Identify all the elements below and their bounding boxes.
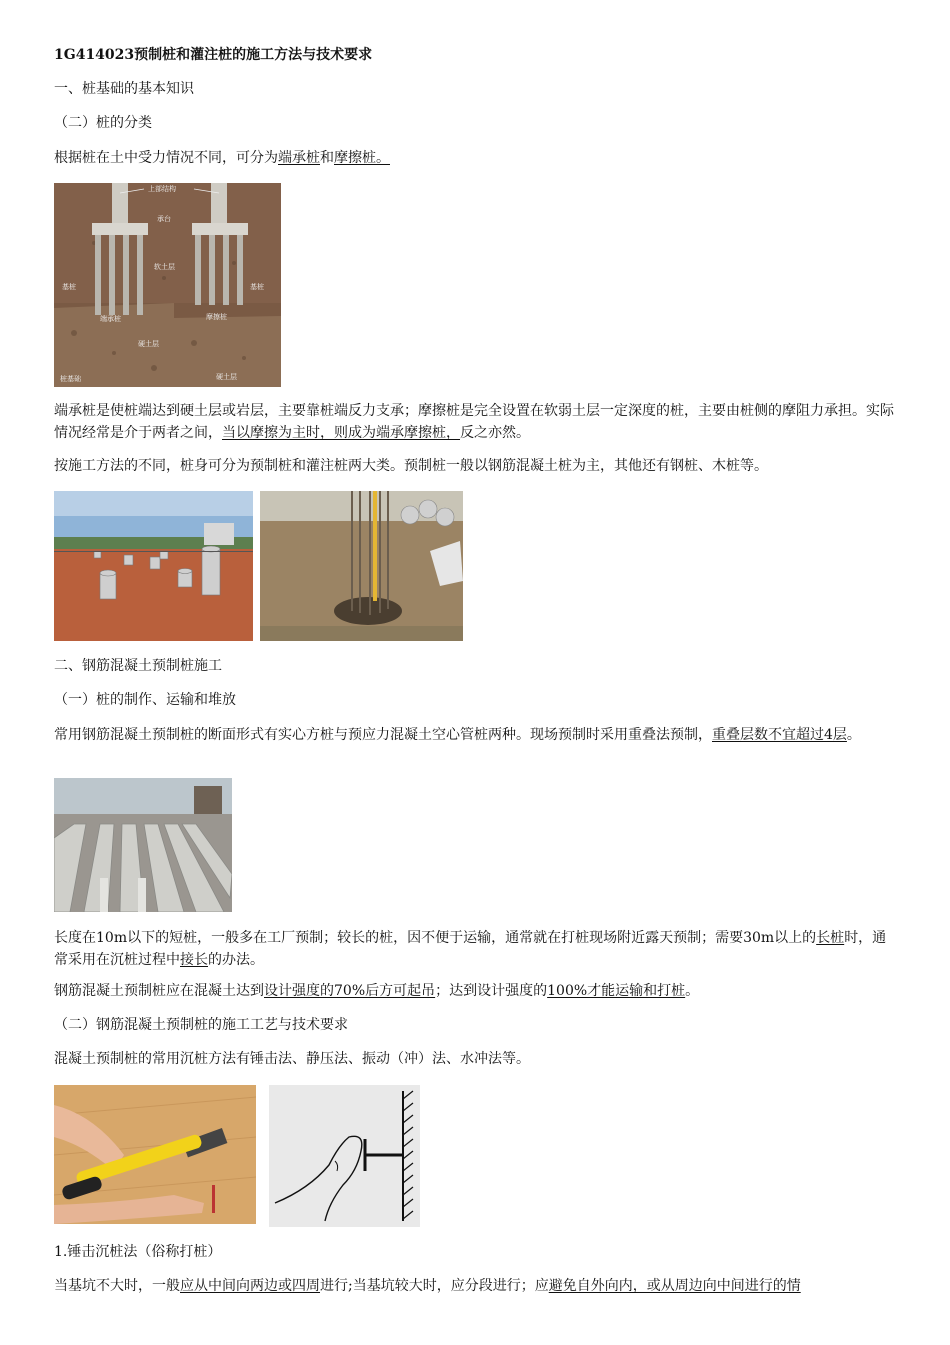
hammer-striking-photo — [54, 1085, 256, 1224]
section-heading-1: 一、桩基础的基本知识 — [54, 81, 194, 97]
term-friction-pile: 摩擦桩。 — [334, 150, 390, 166]
pile-pressing-sketch — [269, 1085, 420, 1227]
subsection-heading-manufacture: （一）桩的制作、运输和堆放 — [54, 692, 236, 708]
term-end-bearing-pile: 端承桩 — [278, 150, 320, 166]
subsubsection-heading-hammer: 1.锤击沉桩法（俗称打桩） — [54, 1244, 222, 1260]
bored-pile-rebar-photo — [260, 491, 463, 641]
fig1-label: 硬土层 — [216, 373, 237, 381]
key-point-stack-layers: 重叠层数不宜超过4层 — [712, 727, 847, 743]
fig1-label: 上部结构 — [148, 185, 176, 193]
key-point-friction-dominant: 当以摩擦为主时，则成为端承摩擦桩， — [222, 425, 460, 441]
term-long-pile: 长桩 — [816, 930, 845, 946]
fig1-label: 承台 — [157, 215, 171, 223]
subsection-heading-classification: （二）桩的分类 — [54, 115, 152, 131]
precast-square-piles-photo — [54, 778, 232, 912]
pile-foundation-diagram — [54, 183, 281, 387]
fig1-label: 软土层 — [154, 263, 175, 271]
paragraph-driving-sequence: 当基坑不大时，一般应从中间向两边或四周进行;当基坑较大时，应分段进行；应避免自外向内，或从周边向中间进行的情 — [54, 1278, 801, 1294]
paragraph-pile-types: 根据桩在土中受力情况不同，可分为端承桩和摩擦桩。 — [54, 150, 390, 166]
document-title: 1G414023预制桩和灌注桩的施工方法与技术要求 — [54, 47, 373, 63]
paragraph-strength-requirement: 钢筋混凝土预制桩应在混凝土达到设计强度的70%后方可起吊；达到设计强度的100%才能运输和打桩。 — [54, 983, 700, 999]
fig1-label: 摩擦桩 — [206, 313, 227, 321]
fig1-label: 基桩 — [62, 283, 76, 291]
key-point-driving-strength: 100%才能运输和打桩 — [547, 983, 686, 999]
paragraph-sinking-methods: 混凝土预制桩的常用沉桩方法有锤击法、静压法、振动（冲）法、水冲法等。 — [54, 1051, 530, 1067]
precast-piles-site-photo — [54, 491, 253, 641]
term-splice: 接长 — [180, 952, 208, 968]
fig1-label: 端承桩 — [100, 315, 121, 323]
paragraph-section-forms: 常用钢筋混凝土预制桩的断面形式有实心方桩与预应力混凝土空心管桩两种。现场预制时采用重叠法预制，重叠层数不宜超过4层。 — [54, 727, 861, 743]
fig1-label: 硬土层 — [138, 340, 159, 348]
fig1-label: 基桩 — [250, 283, 264, 291]
key-point-avoid-outside-in: 避免自外向内，或从周边向中间进行的情 — [548, 1278, 801, 1294]
section-heading-2: 二、钢筋混凝土预制桩施工 — [54, 658, 222, 674]
key-point-center-outward: 应从中间向两边或四周 — [180, 1278, 320, 1294]
paragraph-pile-definition: 端承桩是使桩端达到硬土层或岩层，主要靠桩端反力支承；摩擦桩是完全设置在软弱土层一定深度的桩，主要由桩侧的摩阻力承担。实际情况经常是介于两者之间，当以摩擦为主时，则成为端承摩擦桩，反之亦然。 — [54, 403, 894, 441]
key-point-lifting-strength: 设计强度的70%后方可起吊 — [264, 983, 436, 999]
paragraph-pile-length: 长度在10m以下的短桩，一般多在工厂预制；较长的桩，因不便于运输，通常就在打桩现场附近露天预制；需要30m以上的长桩时，通常采用在沉桩过程中接长的办法。 — [54, 930, 887, 968]
subsection-heading-process: （二）钢筋混凝土预制桩的施工工艺与技术要求 — [54, 1017, 348, 1033]
fig1-label: 桩基础 — [60, 375, 81, 383]
paragraph-construction-method: 按施工方法的不同，桩身可分为预制桩和灌注桩两大类。预制桩一般以钢筋混凝土桩为主，其他还有钢桩、木桩等。 — [54, 458, 768, 474]
